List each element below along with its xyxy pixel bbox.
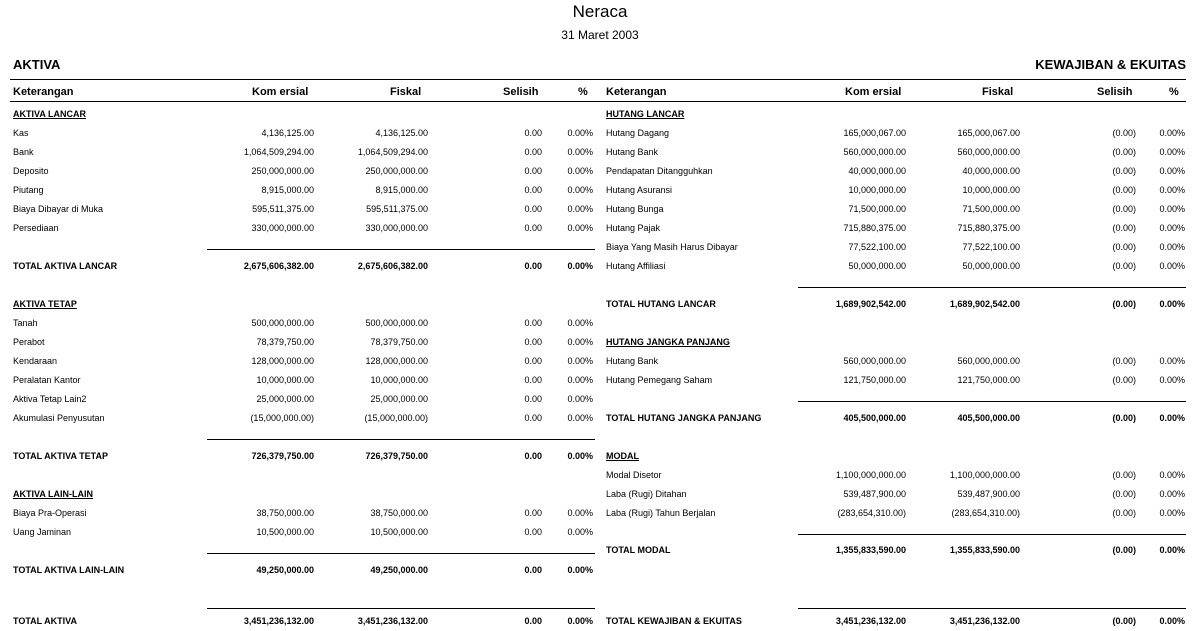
hutang-lancar-row — [600, 124, 1200, 143]
row-label: Persediaan — [13, 223, 59, 233]
row-fiskal: 40,000,000.00 — [962, 166, 1020, 176]
row-label: TOTAL HUTANG LANCAR — [606, 299, 716, 309]
hutang-lancar-row — [600, 257, 1200, 276]
modal-total — [600, 541, 1200, 560]
hutang-lancar-row — [600, 238, 1200, 257]
row-komersial: 1,689,902,542.00 — [835, 299, 906, 309]
row-pct: 0.00% — [1159, 299, 1185, 309]
report-date: 31 Maret 2003 — [561, 28, 639, 42]
row-pct: 0.00% — [1159, 128, 1185, 138]
row-pct: 0.00% — [1159, 223, 1185, 233]
row-komersial: 539,487,900.00 — [843, 489, 906, 499]
aktiva-lain-total — [0, 561, 600, 580]
row-selisih: 0.00 — [524, 166, 542, 176]
row-label: Hutang Bunga — [606, 204, 664, 214]
row-fiskal: 78,379,750.00 — [370, 337, 428, 347]
row-komersial: 1,100,000,000.00 — [835, 470, 906, 480]
row-pct: 0.00% — [1159, 166, 1185, 176]
modal-section-heading — [600, 447, 1200, 466]
hutang-lancar-row — [600, 200, 1200, 219]
row-komersial: 49,250,000.00 — [256, 565, 314, 575]
row-selisih: 0.00 — [524, 185, 542, 195]
row-komersial: 500,000,000.00 — [251, 318, 314, 328]
row-fiskal: 560,000,000.00 — [957, 356, 1020, 366]
hutang-panjang-total — [600, 409, 1200, 428]
row-fiskal: 405,500,000.00 — [957, 413, 1020, 423]
modal-row — [600, 504, 1200, 523]
row-selisih: (0.00) — [1112, 356, 1136, 366]
row-pct: 0.00% — [567, 413, 593, 423]
row-selisih: 0.00 — [524, 451, 542, 461]
aktiva-tetap-row — [0, 352, 600, 371]
row-selisih: 0.00 — [524, 394, 542, 404]
row-fiskal: 10,000,000.00 — [962, 185, 1020, 195]
row-pct: 0.00% — [567, 147, 593, 157]
row-selisih: 0.00 — [524, 508, 542, 518]
row-selisih: 0.00 — [524, 616, 542, 626]
row-komersial: 405,500,000.00 — [843, 413, 906, 423]
row-komersial: 165,000,067.00 — [843, 128, 906, 138]
report-title: Neraca — [572, 2, 628, 21]
hutang-panjang-total-line — [798, 401, 1186, 402]
row-pct: 0.00% — [567, 261, 593, 271]
aktiva-lain-section-heading — [0, 485, 600, 504]
row-fiskal: 715,880,375.00 — [957, 223, 1020, 233]
row-selisih: 0.00 — [524, 356, 542, 366]
row-fiskal: 1,689,902,542.00 — [949, 299, 1020, 309]
section-title: HUTANG JANGKA PANJANG — [606, 337, 730, 347]
row-label: Biaya Pra-Operasi — [13, 508, 87, 518]
aktiva-lancar-row — [0, 219, 600, 238]
row-label: Hutang Asuransi — [606, 185, 673, 195]
row-fiskal: 8,915,000.00 — [375, 185, 428, 195]
hutang-panjang-section-heading — [600, 333, 1200, 352]
row-pct: 0.00% — [1159, 470, 1185, 480]
row-selisih: (0.00) — [1112, 616, 1136, 626]
row-fiskal: 560,000,000.00 — [957, 147, 1020, 157]
row-komersial: 40,000,000.00 — [848, 166, 906, 176]
row-pct: 0.00% — [1159, 242, 1185, 252]
row-komersial: 71,500,000.00 — [848, 204, 906, 214]
row-label: Deposito — [13, 166, 49, 176]
kewajiban-grand-total — [600, 612, 1200, 631]
row-label: Peralatan Kantor — [13, 375, 81, 385]
row-komersial: 3,451,236,132.00 — [835, 616, 906, 626]
row-label: TOTAL AKTIVA — [13, 616, 77, 626]
row-selisih: 0.00 — [524, 223, 542, 233]
row-komersial: 560,000,000.00 — [843, 147, 906, 157]
row-selisih: (0.00) — [1112, 261, 1136, 271]
row-label: Perabot — [13, 337, 45, 347]
kewajiban-col-pct: % — [1169, 86, 1179, 98]
row-selisih: (0.00) — [1112, 204, 1136, 214]
row-fiskal: 4,136,125.00 — [375, 128, 428, 138]
row-komersial: 595,511,375.00 — [252, 204, 314, 214]
row-fiskal: (15,000,000.00) — [364, 413, 428, 423]
row-label: Bank — [13, 147, 34, 157]
row-pct: 0.00% — [1159, 545, 1185, 555]
row-selisih: 0.00 — [524, 261, 542, 271]
row-komersial: 4,136,125.00 — [261, 128, 314, 138]
aktiva-lancar-total-line — [207, 249, 595, 250]
aktiva-col-selisih: Selisih — [503, 86, 539, 98]
aktiva-grand-total — [0, 612, 600, 631]
row-selisih: (0.00) — [1112, 489, 1136, 499]
row-komersial: 128,000,000.00 — [251, 356, 314, 366]
row-label: Laba (Rugi) Tahun Berjalan — [606, 508, 716, 518]
row-pct: 0.00% — [567, 204, 593, 214]
row-fiskal: 726,379,750.00 — [365, 451, 428, 461]
row-selisih: (0.00) — [1112, 470, 1136, 480]
row-fiskal: 2,675,606,382.00 — [357, 261, 428, 271]
kewajiban-heading: KEWAJIBAN & EKUITAS — [1035, 57, 1186, 72]
hutang-lancar-row — [600, 162, 1200, 181]
row-fiskal: 1,064,509,294.00 — [357, 147, 428, 157]
row-fiskal: 121,750,000.00 — [957, 375, 1020, 385]
row-komersial: 330,000,000.00 — [251, 223, 314, 233]
kewajiban-col-komersial: Kom ersial — [845, 86, 902, 98]
section-title: AKTIVA LAIN-LAIN — [13, 489, 93, 499]
row-label: Hutang Bank — [606, 356, 659, 366]
kewajiban-col-fiskal: Fiskal — [982, 86, 1014, 98]
row-komersial: (283,654,310.00) — [837, 508, 906, 518]
aktiva-col-fiskal: Fiskal — [390, 86, 422, 98]
row-pct: 0.00% — [1159, 204, 1185, 214]
aktiva-tetap-row — [0, 371, 600, 390]
row-label: Hutang Pemegang Saham — [606, 375, 713, 385]
aktiva-lancar-row — [0, 162, 600, 181]
row-label: TOTAL HUTANG JANGKA PANJANG — [606, 413, 762, 423]
hutang-panjang-row — [600, 352, 1200, 371]
row-komersial: 1,064,509,294.00 — [243, 147, 314, 157]
row-komersial: 25,000,000.00 — [256, 394, 314, 404]
row-pct: 0.00% — [567, 166, 593, 176]
row-pct: 0.00% — [567, 527, 593, 537]
row-komersial: 715,880,375.00 — [843, 223, 906, 233]
row-pct: 0.00% — [567, 223, 593, 233]
row-selisih: 0.00 — [524, 204, 542, 214]
row-selisih: 0.00 — [524, 565, 542, 575]
row-pct: 0.00% — [567, 616, 593, 626]
aktiva-col-keterangan: Keterangan — [13, 86, 74, 98]
row-komersial: 1,355,833,590.00 — [835, 545, 906, 555]
aktiva-tetap-row — [0, 409, 600, 428]
row-label: Modal Disetor — [606, 470, 662, 480]
row-pct: 0.00% — [567, 337, 593, 347]
row-komersial: 726,379,750.00 — [251, 451, 314, 461]
row-label: TOTAL AKTIVA LANCAR — [13, 261, 118, 271]
row-label: Aktiva Tetap Lain2 — [13, 394, 87, 404]
row-label: Kendaraan — [13, 356, 58, 366]
row-fiskal: 250,000,000.00 — [365, 166, 428, 176]
row-selisih: (0.00) — [1112, 185, 1136, 195]
row-pct: 0.00% — [1159, 261, 1185, 271]
row-selisih: 0.00 — [524, 527, 542, 537]
hutang-lancar-row — [600, 219, 1200, 238]
row-label: Hutang Bank — [606, 147, 659, 157]
row-komersial: 560,000,000.00 — [843, 356, 906, 366]
aktiva-lancar-section-heading — [0, 105, 600, 124]
row-pct: 0.00% — [1159, 375, 1185, 385]
aktiva-grand-total-line — [207, 608, 595, 609]
row-selisih: (0.00) — [1112, 413, 1136, 423]
aktiva-lancar-row — [0, 124, 600, 143]
row-label: TOTAL AKTIVA TETAP — [13, 451, 108, 461]
hutang-lancar-row — [600, 143, 1200, 162]
row-fiskal: 330,000,000.00 — [365, 223, 428, 233]
row-pct: 0.00% — [567, 565, 593, 575]
hutang-lancar-row — [600, 181, 1200, 200]
row-pct: 0.00% — [1159, 356, 1185, 366]
row-komersial: 38,750,000.00 — [256, 508, 314, 518]
aktiva-lancar-total — [0, 257, 600, 276]
aktiva-lain-row — [0, 504, 600, 523]
row-fiskal: 128,000,000.00 — [365, 356, 428, 366]
aktiva-col-pct: % — [578, 86, 588, 98]
row-fiskal: 10,500,000.00 — [370, 527, 428, 537]
row-komersial: 250,000,000.00 — [251, 166, 314, 176]
row-fiskal: 595,511,375.00 — [366, 204, 428, 214]
row-fiskal: 25,000,000.00 — [370, 394, 428, 404]
row-fiskal: 165,000,067.00 — [957, 128, 1020, 138]
row-pct: 0.00% — [567, 451, 593, 461]
row-selisih: (0.00) — [1112, 223, 1136, 233]
row-pct: 0.00% — [567, 318, 593, 328]
row-selisih: (0.00) — [1112, 508, 1136, 518]
kewajiban-col-selisih: Selisih — [1097, 86, 1133, 98]
row-selisih: (0.00) — [1112, 299, 1136, 309]
row-komersial: 78,379,750.00 — [256, 337, 314, 347]
hutang-lancar-section-heading — [600, 105, 1200, 124]
row-fiskal: 500,000,000.00 — [365, 318, 428, 328]
row-komersial: 2,675,606,382.00 — [243, 261, 314, 271]
row-selisih: 0.00 — [524, 413, 542, 423]
row-selisih: (0.00) — [1112, 147, 1136, 157]
row-komersial: 121,750,000.00 — [843, 375, 906, 385]
modal-row — [600, 466, 1200, 485]
header-divider — [10, 101, 1186, 102]
row-selisih: (0.00) — [1112, 128, 1136, 138]
row-label: Biaya Dibayar di Muka — [13, 204, 104, 214]
section-title: HUTANG LANCAR — [606, 109, 685, 119]
aktiva-tetap-row — [0, 314, 600, 333]
row-fiskal: 3,451,236,132.00 — [357, 616, 428, 626]
aktiva-lancar-row — [0, 143, 600, 162]
aktiva-heading: AKTIVA — [13, 57, 61, 72]
row-label: Akumulasi Penyusutan — [13, 413, 105, 423]
row-label: Hutang Pajak — [606, 223, 661, 233]
hutang-panjang-row — [600, 371, 1200, 390]
row-pct: 0.00% — [567, 185, 593, 195]
row-komersial: 10,000,000.00 — [848, 185, 906, 195]
row-selisih: (0.00) — [1112, 545, 1136, 555]
modal-row — [600, 485, 1200, 504]
row-selisih: 0.00 — [524, 147, 542, 157]
row-komersial: (15,000,000.00) — [250, 413, 314, 423]
aktiva-tetap-section-heading — [0, 295, 600, 314]
row-komersial: 77,522,100.00 — [848, 242, 906, 252]
row-selisih: 0.00 — [524, 318, 542, 328]
row-komersial: 10,000,000.00 — [256, 375, 314, 385]
row-komersial: 8,915,000.00 — [261, 185, 314, 195]
section-title: AKTIVA LANCAR — [13, 109, 86, 119]
row-label: Uang Jaminan — [13, 527, 72, 537]
row-label: TOTAL MODAL — [606, 545, 671, 555]
section-title: AKTIVA TETAP — [13, 299, 77, 309]
aktiva-lain-row — [0, 523, 600, 542]
row-pct: 0.00% — [1159, 489, 1185, 499]
aktiva-lancar-row — [0, 181, 600, 200]
aktiva-lancar-row — [0, 200, 600, 219]
row-selisih: 0.00 — [524, 375, 542, 385]
row-pct: 0.00% — [1159, 508, 1185, 518]
top-divider — [10, 79, 1186, 80]
row-pct: 0.00% — [567, 375, 593, 385]
row-label: Pendapatan Ditangguhkan — [606, 166, 713, 176]
hutang-lancar-total-line — [798, 287, 1186, 288]
row-komersial: 3,451,236,132.00 — [243, 616, 314, 626]
row-selisih: 0.00 — [524, 337, 542, 347]
row-fiskal: 38,750,000.00 — [370, 508, 428, 518]
row-selisih: (0.00) — [1112, 375, 1136, 385]
aktiva-col-komersial: Kom ersial — [252, 86, 309, 98]
row-label: TOTAL AKTIVA LAIN-LAIN — [13, 565, 125, 575]
aktiva-tetap-row — [0, 333, 600, 352]
row-label: Piutang — [13, 185, 44, 195]
row-komersial: 10,500,000.00 — [256, 527, 314, 537]
aktiva-lain-total-line — [207, 553, 595, 554]
row-label: Tanah — [13, 318, 38, 328]
row-fiskal: 71,500,000.00 — [962, 204, 1020, 214]
row-fiskal: 77,522,100.00 — [962, 242, 1020, 252]
row-pct: 0.00% — [567, 356, 593, 366]
row-label: Kas — [13, 128, 29, 138]
kewajiban-col-keterangan: Keterangan — [606, 86, 667, 98]
row-selisih: 0.00 — [524, 128, 542, 138]
row-label: Biaya Yang Masih Harus Dibayar — [606, 242, 738, 252]
row-pct: 0.00% — [567, 508, 593, 518]
row-selisih: (0.00) — [1112, 242, 1136, 252]
kewajiban-grand-total-line — [798, 608, 1186, 609]
row-label: Laba (Rugi) Ditahan — [606, 489, 687, 499]
modal-total-line — [798, 534, 1186, 535]
row-selisih: (0.00) — [1112, 166, 1136, 176]
row-fiskal: 10,000,000.00 — [370, 375, 428, 385]
section-title: MODAL — [606, 451, 639, 461]
row-pct: 0.00% — [567, 394, 593, 404]
row-pct: 0.00% — [567, 128, 593, 138]
aktiva-tetap-total-line — [207, 439, 595, 440]
row-fiskal: 50,000,000.00 — [962, 261, 1020, 271]
row-fiskal: 49,250,000.00 — [370, 565, 428, 575]
aktiva-tetap-row — [0, 390, 600, 409]
row-pct: 0.00% — [1159, 413, 1185, 423]
row-fiskal: 539,487,900.00 — [957, 489, 1020, 499]
row-label: Hutang Affiliasi — [606, 261, 666, 271]
row-label: TOTAL KEWAJIBAN & EKUITAS — [606, 616, 742, 626]
row-pct: 0.00% — [1159, 616, 1185, 626]
hutang-lancar-total — [600, 295, 1200, 314]
row-fiskal: 1,100,000,000.00 — [949, 470, 1020, 480]
row-komersial: 50,000,000.00 — [848, 261, 906, 271]
row-pct: 0.00% — [1159, 147, 1185, 157]
aktiva-tetap-total — [0, 447, 600, 466]
row-fiskal: 3,451,236,132.00 — [949, 616, 1020, 626]
row-fiskal: (283,654,310.00) — [951, 508, 1020, 518]
row-label: Hutang Dagang — [606, 128, 670, 138]
row-fiskal: 1,355,833,590.00 — [949, 545, 1020, 555]
row-pct: 0.00% — [1159, 185, 1185, 195]
